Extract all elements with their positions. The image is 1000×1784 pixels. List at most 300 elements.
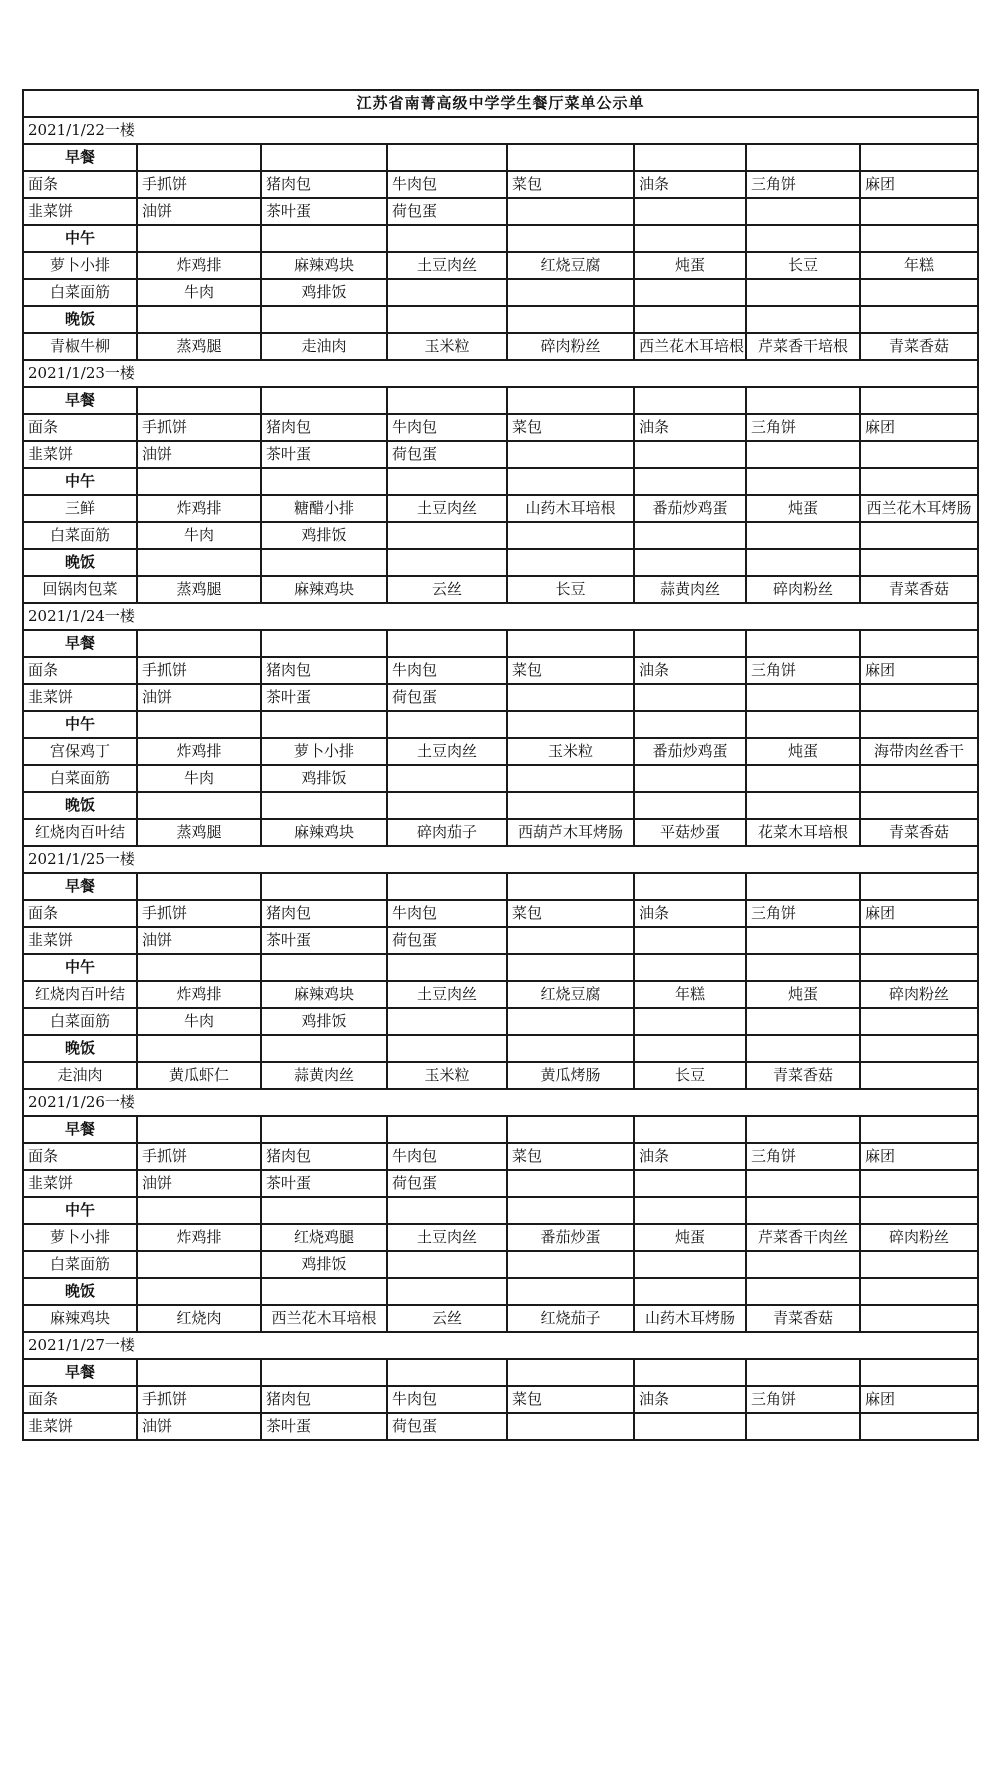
meal-header-row-dinner: [23, 1278, 978, 1305]
dish-cell: 牛肉包: [387, 414, 507, 441]
dish-cell: 油条: [634, 657, 746, 684]
dish-cell: 白菜面筋: [23, 1251, 137, 1278]
empty-cell: [507, 522, 634, 549]
dish-cell: 麻辣鸡块: [261, 981, 387, 1008]
empty-cell: [860, 1413, 978, 1440]
meal-header-row-lunch: [23, 468, 978, 495]
dish-cell: 韭菜饼: [23, 684, 137, 711]
empty-cell: [261, 144, 387, 171]
meal-label-breakfast: 早餐: [23, 630, 137, 657]
empty-cell: [634, 468, 746, 495]
dish-cell: 萝卜小排: [261, 738, 387, 765]
meal-header-row-breakfast: [23, 1359, 978, 1386]
meal-header-row-lunch: [23, 711, 978, 738]
empty-cell: [507, 1116, 634, 1143]
page-title: 江苏省南菁高级中学学生餐厅菜单公示单: [23, 90, 978, 117]
dish-row: [23, 1224, 978, 1251]
empty-cell: [860, 1008, 978, 1035]
dish-cell: 油饼: [137, 927, 261, 954]
dish-cell: 炸鸡排: [137, 738, 261, 765]
dish-cell: 油饼: [137, 441, 261, 468]
dish-cell: 蒸鸡腿: [137, 819, 261, 846]
dish-row: [23, 279, 978, 306]
dish-row: [23, 981, 978, 1008]
meal-header-row-dinner: [23, 1035, 978, 1062]
empty-cell: [261, 630, 387, 657]
dish-cell: 红烧豆腐: [507, 981, 634, 1008]
empty-cell: [634, 711, 746, 738]
dish-cell: 青菜香菇: [860, 576, 978, 603]
dish-cell: 番茄炒蛋: [507, 1224, 634, 1251]
empty-cell: [507, 225, 634, 252]
dish-cell: 云丝: [387, 576, 507, 603]
empty-cell: [387, 144, 507, 171]
date-row: [23, 360, 978, 387]
empty-cell: [860, 549, 978, 576]
dish-row: [23, 171, 978, 198]
meal-header-row-breakfast: [23, 873, 978, 900]
empty-cell: [634, 765, 746, 792]
empty-cell: [261, 225, 387, 252]
empty-cell: [507, 1359, 634, 1386]
empty-cell: [634, 1251, 746, 1278]
dish-cell: 碎肉粉丝: [860, 981, 978, 1008]
dish-cell: 糖醋小排: [261, 495, 387, 522]
date-heading: 2021/1/26一楼: [23, 1089, 978, 1116]
empty-cell: [634, 1116, 746, 1143]
empty-cell: [507, 1278, 634, 1305]
dish-cell: 海带肉丝香干: [860, 738, 978, 765]
empty-cell: [860, 1251, 978, 1278]
dish-cell: 面条: [23, 171, 137, 198]
empty-cell: [860, 1062, 978, 1089]
empty-cell: [137, 630, 261, 657]
empty-cell: [860, 387, 978, 414]
empty-cell: [860, 873, 978, 900]
dish-cell: 麻团: [860, 1386, 978, 1413]
dish-cell: 蒸鸡腿: [137, 333, 261, 360]
dish-cell: 麻团: [860, 414, 978, 441]
dish-cell: 菜包: [507, 900, 634, 927]
dish-cell: 走油肉: [23, 1062, 137, 1089]
meal-label-dinner: 晚饭: [23, 1035, 137, 1062]
empty-cell: [746, 144, 860, 171]
empty-cell: [387, 1008, 507, 1035]
empty-cell: [261, 1197, 387, 1224]
dish-cell: 手抓饼: [137, 657, 261, 684]
empty-cell: [261, 1359, 387, 1386]
dish-row: [23, 1251, 978, 1278]
dish-row: [23, 522, 978, 549]
empty-cell: [261, 1116, 387, 1143]
dish-cell: 手抓饼: [137, 1143, 261, 1170]
dish-cell: 长豆: [746, 252, 860, 279]
dish-cell: 韭菜饼: [23, 441, 137, 468]
empty-cell: [507, 1197, 634, 1224]
meal-label-dinner: 晚饭: [23, 306, 137, 333]
dish-cell: 青椒牛柳: [23, 333, 137, 360]
empty-cell: [387, 306, 507, 333]
dish-cell: 白菜面筋: [23, 522, 137, 549]
dish-row: [23, 819, 978, 846]
menu-sheet: [22, 89, 977, 1441]
empty-cell: [746, 927, 860, 954]
dish-row: [23, 1062, 978, 1089]
dish-cell: 油条: [634, 414, 746, 441]
empty-cell: [860, 306, 978, 333]
dish-row: [23, 1143, 978, 1170]
empty-cell: [746, 1197, 860, 1224]
empty-cell: [137, 549, 261, 576]
dish-row: [23, 1170, 978, 1197]
empty-cell: [387, 1251, 507, 1278]
empty-cell: [261, 873, 387, 900]
empty-cell: [634, 1278, 746, 1305]
empty-cell: [634, 684, 746, 711]
empty-cell: [634, 927, 746, 954]
dish-cell: 红烧豆腐: [507, 252, 634, 279]
dish-cell: 炸鸡排: [137, 252, 261, 279]
dish-row: [23, 495, 978, 522]
empty-cell: [860, 927, 978, 954]
dish-cell: 白菜面筋: [23, 1008, 137, 1035]
date-row: [23, 117, 978, 144]
dish-cell: 土豆肉丝: [387, 252, 507, 279]
empty-cell: [507, 927, 634, 954]
empty-cell: [746, 765, 860, 792]
empty-cell: [746, 1116, 860, 1143]
dish-cell: 碎肉茄子: [387, 819, 507, 846]
dish-row: [23, 1305, 978, 1332]
empty-cell: [634, 873, 746, 900]
empty-cell: [746, 468, 860, 495]
empty-cell: [746, 441, 860, 468]
date-heading: 2021/1/23一楼: [23, 360, 978, 387]
dish-row: [23, 198, 978, 225]
dish-cell: 红烧肉: [137, 1305, 261, 1332]
menu-table-body: [23, 90, 978, 1440]
empty-cell: [261, 387, 387, 414]
dish-cell: 平菇炒蛋: [634, 819, 746, 846]
dish-cell: 萝卜小排: [23, 1224, 137, 1251]
dish-row: [23, 333, 978, 360]
menu-table: [22, 89, 979, 1441]
empty-cell: [634, 1035, 746, 1062]
dish-cell: 蒜黄肉丝: [261, 1062, 387, 1089]
empty-cell: [860, 1359, 978, 1386]
dish-cell: 西兰花木耳培根: [634, 333, 746, 360]
empty-cell: [387, 279, 507, 306]
dish-cell: 韭菜饼: [23, 1170, 137, 1197]
empty-cell: [387, 630, 507, 657]
meal-header-row-dinner: [23, 792, 978, 819]
dish-cell: 三角饼: [746, 657, 860, 684]
dish-cell: 鸡排饭: [261, 522, 387, 549]
meal-label-dinner: 晚饭: [23, 549, 137, 576]
empty-cell: [860, 711, 978, 738]
dish-cell: 牛肉: [137, 522, 261, 549]
empty-cell: [137, 711, 261, 738]
dish-row: [23, 657, 978, 684]
dish-cell: 炸鸡排: [137, 1224, 261, 1251]
dish-row: [23, 441, 978, 468]
empty-cell: [261, 468, 387, 495]
dish-cell: 长豆: [634, 1062, 746, 1089]
dish-row: [23, 765, 978, 792]
empty-cell: [507, 144, 634, 171]
dish-cell: 牛肉包: [387, 1386, 507, 1413]
dish-cell: 猪肉包: [261, 657, 387, 684]
empty-cell: [387, 549, 507, 576]
empty-cell: [746, 792, 860, 819]
dish-cell: 油条: [634, 1143, 746, 1170]
empty-cell: [860, 630, 978, 657]
dish-cell: 年糕: [634, 981, 746, 1008]
empty-cell: [634, 630, 746, 657]
empty-cell: [387, 1116, 507, 1143]
dish-cell: 面条: [23, 1386, 137, 1413]
dish-cell: 番茄炒鸡蛋: [634, 495, 746, 522]
meal-label-lunch: 中午: [23, 954, 137, 981]
empty-cell: [860, 1197, 978, 1224]
empty-cell: [507, 549, 634, 576]
empty-cell: [387, 711, 507, 738]
empty-cell: [137, 144, 261, 171]
dish-cell: 麻团: [860, 657, 978, 684]
meal-label-lunch: 中午: [23, 468, 137, 495]
dish-cell: 三角饼: [746, 414, 860, 441]
date-row: [23, 1332, 978, 1359]
dish-cell: 油饼: [137, 1170, 261, 1197]
empty-cell: [137, 225, 261, 252]
empty-cell: [746, 1413, 860, 1440]
empty-cell: [387, 1035, 507, 1062]
empty-cell: [634, 1197, 746, 1224]
dish-cell: 蒸鸡腿: [137, 576, 261, 603]
dish-cell: 麻团: [860, 900, 978, 927]
empty-cell: [860, 1116, 978, 1143]
dish-cell: 面条: [23, 900, 137, 927]
dish-cell: 韭菜饼: [23, 1413, 137, 1440]
dish-cell: 手抓饼: [137, 1386, 261, 1413]
empty-cell: [746, 630, 860, 657]
empty-cell: [860, 1305, 978, 1332]
meal-header-row-dinner: [23, 549, 978, 576]
dish-cell: 面条: [23, 1143, 137, 1170]
empty-cell: [860, 468, 978, 495]
dish-cell: 麻辣鸡块: [23, 1305, 137, 1332]
empty-cell: [261, 549, 387, 576]
empty-cell: [507, 306, 634, 333]
dish-cell: 麻辣鸡块: [261, 576, 387, 603]
empty-cell: [387, 225, 507, 252]
empty-cell: [507, 792, 634, 819]
empty-cell: [137, 1359, 261, 1386]
dish-cell: 炸鸡排: [137, 981, 261, 1008]
dish-cell: 玉米粒: [387, 333, 507, 360]
dish-row: [23, 684, 978, 711]
dish-cell: 红烧茄子: [507, 1305, 634, 1332]
dish-cell: 菜包: [507, 1386, 634, 1413]
dish-cell: 青菜香菇: [746, 1305, 860, 1332]
empty-cell: [137, 387, 261, 414]
dish-row: [23, 1413, 978, 1440]
empty-cell: [507, 765, 634, 792]
date-row: [23, 603, 978, 630]
dish-cell: 油条: [634, 900, 746, 927]
dish-cell: 红烧肉百叶结: [23, 819, 137, 846]
empty-cell: [860, 441, 978, 468]
dish-cell: 麻辣鸡块: [261, 252, 387, 279]
meal-label-breakfast: 早餐: [23, 1116, 137, 1143]
empty-cell: [137, 1251, 261, 1278]
empty-cell: [507, 1413, 634, 1440]
meal-header-row-lunch: [23, 954, 978, 981]
empty-cell: [860, 765, 978, 792]
empty-cell: [746, 1278, 860, 1305]
meal-header-row-dinner: [23, 306, 978, 333]
empty-cell: [634, 1170, 746, 1197]
meal-header-row-breakfast: [23, 144, 978, 171]
empty-cell: [261, 711, 387, 738]
empty-cell: [507, 630, 634, 657]
empty-cell: [261, 1278, 387, 1305]
dish-cell: 荷包蛋: [387, 927, 507, 954]
empty-cell: [387, 792, 507, 819]
empty-cell: [387, 468, 507, 495]
dish-cell: 面条: [23, 657, 137, 684]
empty-cell: [261, 954, 387, 981]
dish-cell: 回锅肉包菜: [23, 576, 137, 603]
empty-cell: [261, 306, 387, 333]
empty-cell: [860, 1278, 978, 1305]
dish-cell: 红烧肉百叶结: [23, 981, 137, 1008]
meal-header-row-breakfast: [23, 1116, 978, 1143]
dish-cell: 走油肉: [261, 333, 387, 360]
empty-cell: [860, 684, 978, 711]
dish-cell: 山药木耳烤肠: [634, 1305, 746, 1332]
empty-cell: [137, 954, 261, 981]
empty-cell: [261, 792, 387, 819]
dish-cell: 碎肉粉丝: [860, 1224, 978, 1251]
dish-cell: 牛肉: [137, 765, 261, 792]
empty-cell: [387, 873, 507, 900]
empty-cell: [746, 279, 860, 306]
dish-cell: 长豆: [507, 576, 634, 603]
empty-cell: [507, 1035, 634, 1062]
dish-cell: 牛肉: [137, 1008, 261, 1035]
empty-cell: [137, 1035, 261, 1062]
dish-cell: 炖蛋: [746, 495, 860, 522]
dish-cell: 三角饼: [746, 171, 860, 198]
dish-cell: 芹菜香干培根: [746, 333, 860, 360]
empty-cell: [387, 1278, 507, 1305]
meal-label-breakfast: 早餐: [23, 873, 137, 900]
date-heading: 2021/1/24一楼: [23, 603, 978, 630]
dish-cell: 猪肉包: [261, 900, 387, 927]
empty-cell: [746, 1008, 860, 1035]
empty-cell: [507, 1008, 634, 1035]
empty-cell: [507, 954, 634, 981]
meal-header-row-breakfast: [23, 387, 978, 414]
empty-cell: [507, 468, 634, 495]
dish-cell: 西兰花木耳培根: [261, 1305, 387, 1332]
dish-cell: 韭菜饼: [23, 927, 137, 954]
dish-cell: 牛肉包: [387, 171, 507, 198]
empty-cell: [746, 387, 860, 414]
empty-cell: [634, 1359, 746, 1386]
dish-cell: 芹菜香干肉丝: [746, 1224, 860, 1251]
dish-cell: 面条: [23, 414, 137, 441]
empty-cell: [860, 1035, 978, 1062]
dish-cell: 三角饼: [746, 1143, 860, 1170]
empty-cell: [387, 1359, 507, 1386]
empty-cell: [634, 387, 746, 414]
dish-cell: 红烧鸡腿: [261, 1224, 387, 1251]
dish-row: [23, 1008, 978, 1035]
empty-cell: [507, 198, 634, 225]
dish-cell: 菜包: [507, 171, 634, 198]
empty-cell: [634, 198, 746, 225]
empty-cell: [746, 225, 860, 252]
date-heading: 2021/1/22一楼: [23, 117, 978, 144]
empty-cell: [507, 1170, 634, 1197]
dish-row: [23, 1386, 978, 1413]
empty-cell: [137, 1197, 261, 1224]
dish-cell: 番茄炒鸡蛋: [634, 738, 746, 765]
dish-cell: 白菜面筋: [23, 279, 137, 306]
dish-cell: 麻团: [860, 1143, 978, 1170]
empty-cell: [387, 765, 507, 792]
dish-cell: 荷包蛋: [387, 1413, 507, 1440]
meal-header-row-lunch: [23, 1197, 978, 1224]
dish-cell: 青菜香菇: [746, 1062, 860, 1089]
empty-cell: [746, 711, 860, 738]
dish-cell: 菜包: [507, 414, 634, 441]
dish-cell: 手抓饼: [137, 900, 261, 927]
dish-cell: 玉米粒: [507, 738, 634, 765]
dish-cell: 牛肉包: [387, 1143, 507, 1170]
dish-cell: 荷包蛋: [387, 1170, 507, 1197]
empty-cell: [634, 144, 746, 171]
empty-cell: [746, 684, 860, 711]
dish-cell: 花菜木耳培根: [746, 819, 860, 846]
dish-cell: 茶叶蛋: [261, 1170, 387, 1197]
dish-cell: 猪肉包: [261, 171, 387, 198]
empty-cell: [860, 522, 978, 549]
empty-cell: [634, 954, 746, 981]
empty-cell: [860, 954, 978, 981]
empty-cell: [746, 306, 860, 333]
empty-cell: [387, 954, 507, 981]
empty-cell: [860, 144, 978, 171]
dish-cell: 油饼: [137, 198, 261, 225]
dish-cell: 鸡排饭: [261, 765, 387, 792]
dish-cell: 荷包蛋: [387, 684, 507, 711]
empty-cell: [634, 441, 746, 468]
empty-cell: [507, 387, 634, 414]
dish-cell: 三鲜: [23, 495, 137, 522]
empty-cell: [634, 522, 746, 549]
dish-cell: 手抓饼: [137, 414, 261, 441]
empty-cell: [507, 873, 634, 900]
meal-label-dinner: 晚饭: [23, 1278, 137, 1305]
dish-cell: 猪肉包: [261, 1386, 387, 1413]
date-heading: 2021/1/25一楼: [23, 846, 978, 873]
meal-header-row-lunch: [23, 225, 978, 252]
empty-cell: [746, 1170, 860, 1197]
title-row: [23, 90, 978, 117]
